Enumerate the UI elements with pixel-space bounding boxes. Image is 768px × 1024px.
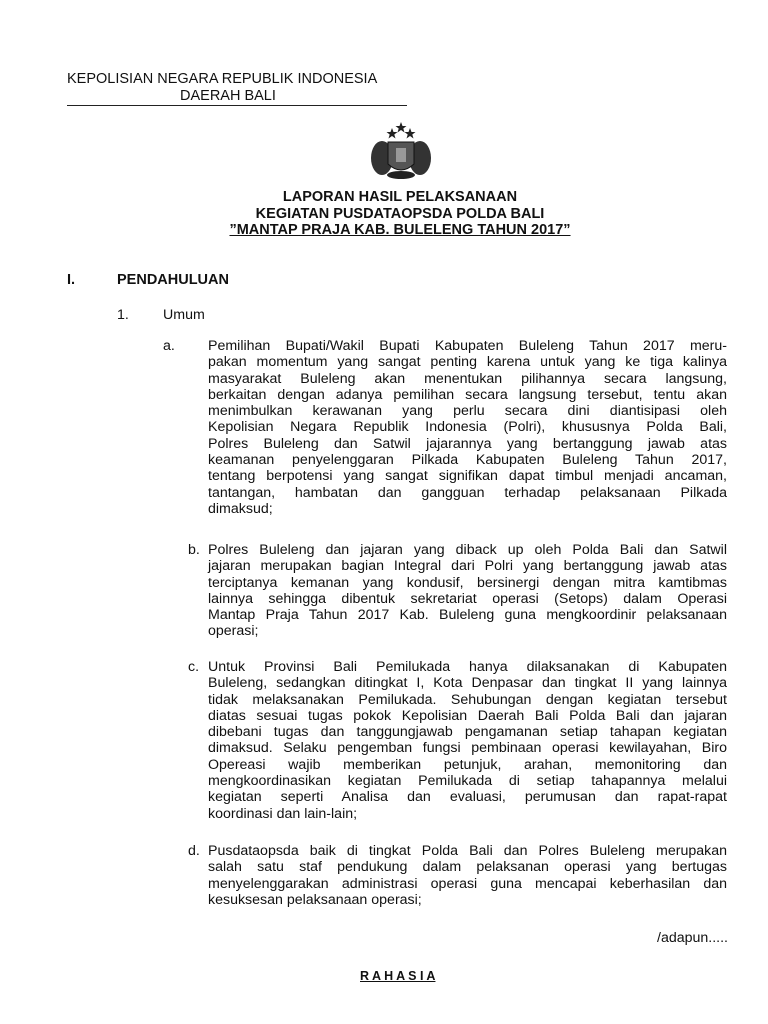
section-number: I. — [67, 272, 76, 288]
paragraph-line: Pemilihan Bupati/Wakil Bupati Kabupaten Buleleng Tahun 2017 meru- — [208, 338, 727, 354]
list-item-paragraph — [208, 843, 727, 908]
paragraph-line: tentang berpotensi yang sangat signifikan dapat timbul menjadi ancaman, — [208, 468, 727, 485]
letterhead-line2: DAERAH BALI — [180, 88, 276, 104]
section-title: PENDAHULUAN — [117, 272, 229, 288]
continuation-note: /adapun..... — [657, 930, 728, 946]
paragraph-line: lainnya sehingga dibentuk sekretariat operasi (Setops) dalam Operasi — [208, 590, 727, 607]
paragraph-line: Buleleng, sedangkan ditingkat I, Kota Denpasar dan tingkat II yang lainnya — [208, 675, 727, 692]
paragraph-line: salah satu staf pendukung dalam pelaksanan operasi yang bertugas — [208, 859, 727, 876]
list-marker: a. — [163, 338, 175, 354]
paragraph-line: diatas sesuai tugas pokok Kepolisian Daerah Bali Polda Bali dan jajaran — [208, 707, 727, 724]
subsection-title: Umum — [163, 307, 205, 323]
polri-emblem-icon — [368, 120, 434, 182]
paragraph-line: terciptanya kemanan yang kondusif, bersinergi dengan mitra kamtibmas — [208, 574, 727, 591]
paragraph-line: kesuksesan pelaksanaan operasi; — [208, 891, 422, 908]
paragraph-line: Polres Buleleng dan jajaran yang diback up oleh Polda Bali dan Satwil — [208, 542, 727, 558]
title-line3: ”MANTAP PRAJA KAB. BULELENG TAHUN 2017” — [229, 222, 571, 238]
paragraph-line: menimbulkan kerawanan yang perlu secara dini diantisipasi oleh — [208, 403, 727, 420]
paragraph-line: operasi; — [208, 623, 259, 640]
list-item-paragraph — [208, 338, 727, 517]
paragraph-line: Mantap Praja Tahun 2017 Kab. Buleleng guna mengkoordinir pelaksanaan — [208, 607, 727, 624]
letterhead-divider — [67, 105, 407, 106]
classification-footer: R A H A S I A — [360, 969, 436, 983]
subsection-number: 1. — [117, 307, 129, 323]
paragraph-line: dimaksud. Selaku pengemban fungsi pembinaan operasi kewilayahan, Biro — [208, 740, 727, 757]
paragraph-line: menyelenggarakan administrasi operasi guna mencapai keberhasilan dan — [208, 875, 727, 892]
paragraph-line: jajaran merupakan bagian Integral dari Polri yang bertanggung jawab atas — [208, 558, 727, 575]
list-item-paragraph — [208, 659, 727, 822]
paragraph-line: masyarakat Buleleng akan menentukan pilihannya secara langsung, — [208, 370, 727, 387]
paragraph-line: dimaksud; — [208, 500, 273, 517]
title-line2: KEGIATAN PUSDATAOPSDA POLDA BALI — [255, 205, 545, 222]
paragraph-line: berkaitan dengan adanya pemilihan secara langsung tersebut, tentu akan — [208, 386, 727, 403]
paragraph-line: koordinasi dan lain-lain; — [208, 805, 358, 822]
paragraph-line: Untuk Provinsi Bali Pemilukada hanya dilaksanakan di Kabupaten — [208, 659, 727, 675]
title-line1: LAPORAN HASIL PELAKSANAAN — [282, 189, 518, 205]
letterhead-line1: KEPOLISIAN NEGARA REPUBLIK INDONESIA — [67, 71, 378, 87]
paragraph-line: dibebani tugas dan tanggungjawab pengamanan setiap tahapan kegiatan — [208, 724, 727, 741]
paragraph-line: Kepolisian Negara Republik Indonesia (Polri), khususnya Polda Bali, — [208, 419, 727, 436]
paragraph-line: pakan momentum yang sangat penting karena untuk yang ke tiga kalinya — [208, 354, 727, 371]
paragraph-line: Polres Buleleng dan Satwil jajarannya yang bertanggung jawab atas — [208, 435, 727, 452]
letterhead — [67, 71, 407, 105]
paragraph-line: Pusdataopsda baik di tingkat Polda Bali dan Polres Buleleng merupakan — [208, 843, 727, 859]
document-title — [190, 189, 610, 239]
paragraph-line: tidak melaksanakan Pemilukada. Sehubungan dengan kegiatan tersebut — [208, 691, 727, 708]
paragraph-line: kegiatan seperti Analisa dan evaluasi, perumusan dan rapat-rapat — [208, 789, 727, 806]
paragraph-line: tantangan, hambatan dan gangguan terhadap pelaksanaan Pilkada — [208, 484, 727, 501]
list-marker: b. — [188, 542, 200, 558]
list-item-paragraph — [208, 542, 727, 640]
paragraph-line: Opereasi wajib memberikan petunjuk, arahan, memonitoring dan — [208, 756, 727, 773]
list-marker: d. — [188, 843, 200, 859]
paragraph-line: keamanan penyelenggaran Pilkada Kabupaten Buleleng Tahun 2017, — [208, 452, 727, 469]
list-marker: c. — [188, 659, 200, 675]
paragraph-line: mengkoordinasikan kegiatan Pemilukada di setiap tahapannya melalui — [208, 773, 727, 790]
